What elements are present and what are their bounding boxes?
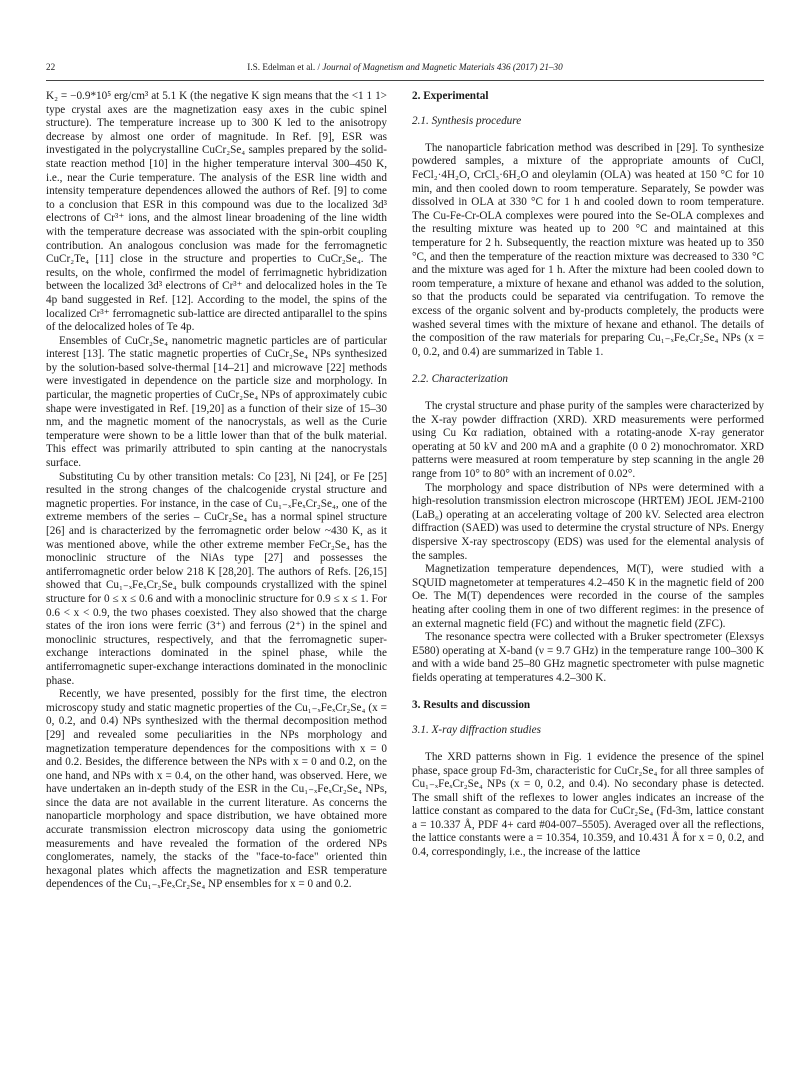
section-heading-results: 3. Results and discussion	[412, 699, 531, 712]
paragraph-xrd-results: The XRD patterns shown in Fig. 1 evidence the presence of the spinel phase, space group Fd-3m, characteristic for CuCr₂Se₄ for all three samples of Cu₁₋ₓFeₓCr₂Se₄ NPs (x = 0, 0.2, and 0.4). No secondary phase is detected. The small shift of the reflexes to lower angles indicates an increase of the lattice constant as compared to the data for CuCr₂Se₄ (Fd-3m, lattice constant a = 10.337 Å, PDF 4+ card #04-007–5505). Averaged over all the reflections, the lattice constants were a = 10.354, 10.359, and 10.431 Å for x = 0, 0.2, and 0.4, correspondingly, i.e., the increase of the lattice	[412, 750, 764, 859]
paragraph-ensembles: Ensembles of CuCr₂Se₄ nanometric magnetic particles are of particular interest [13]. The static magnetic properties of CuCr₂Se₄ NPs synthesized by the solution-based solve-thermal [14–21] and microwave [22] methods were investigated in dependence on the particle size and morphology. In particular, the magnetic properties of CuCr₂Se₄ NPs of approximately cubic shape were investigated in Ref. [19,20] as a function of their size of 15–30 nm, and the magnetic moment of the nanocrystals, as well as the Curie temperature were shown to be a little lower than that of the bulk material. This effect was primarily attributed to spin canting at the nanocrystals surface.	[46, 334, 387, 470]
paragraph-synthesis: The nanoparticle fabrication method was described in [29]. To synthesize powdered samples, a mixture of the appropriate amounts of CuCl, FeCl₂·4H₂O, CrCl₃·6H₂O and oleylamin (OLA) was heated at 150 °C for 10 min, and then cooled down to room temperature. Separately, Se powder was dissolved in OLA at 330 °C for 1 h and cooled down to room temperature. The Cu-Fe-Cr-OLA complexes were poured into the Se-OLA complexes and the resulting mixture was heated up to 200 °C and maintained at this temperature for 2 h. Subsequently, the reaction mixture was heated up to 350 °C, and then the temperature of the reaction mixture was decreased to 330 °C and the mixture was aged for 1 h. After the mixture had been cooled down to room temperature, a mixture of hexane and ethanol was added to the solution, so that the products could be separated via centrifugation. To remove the excess of the organic solvent and by-products completely, the products were washed several times with the mixture of hexane and ethanol. The details of the composition of the raw materials for preparing Cu₁₋ₓFeₓCr₂Se₄ NPs (x = 0, 0.2, and 0.4) are summarized in Table 1.	[412, 141, 764, 358]
right-column	[412, 90, 764, 860]
subsection-heading-synthesis: 2.1. Synthesis procedure	[412, 114, 522, 127]
paragraph-anisotropy: K₂ = −0.9*10⁵ erg/cm³ at 5.1 K (the negative K sign means that the <1 1 1> type crystal axes are the magnetization easy axes in the cubic spinel structure). The temperature increase up to 300 K led to the anisotropy decrease by almost one order of magnitude. In Ref. [9], ESR was investigated in the polycrystalline CuCr₂Se₄ samples prepared by the solid-state reaction method [10] in the higher temperature interval 300–450 K, i.e., near the Curie temperature. The analysis of the ESR line width and intensity temperature dependences allowed the authors of Ref. [9] to come to a conclusion that ESR in this compound was due to the localized 3d³ electrons of Cr³⁺ ions, and the almost linear broadening of the line width with the temperature decrease was associated with the spin-orbit coupling contribution. An analogous conclusion was made for the ferromagnetic CuCr₂Te₄ [11] close in the structure and properties to CuCr₂Se₄. The results, on the whole, confirmed the model of ferrimagnetic hybridization between the localized 3d³ electrons of Cr³⁺ and delocalized holes in the Te 4p band suggested in Ref. [12]. According to the model, the spins of the localized Cr³⁺ ferromagnetic sub-lattice are directed antiparallel to the spins of the delocalized holes of Te 4p.	[46, 90, 387, 334]
running-head: I.S. Edelman et al. / Journal of Magnetism and Magnetic Materials 436 (2017) 21–30	[247, 62, 563, 72]
paragraph-hrtem: The morphology and space distribution of NPs were determined with a high-resolution transmission electron microscope (HRTEM) JEOL JEM-2100 (LaB₆) operating at an accelerating voltage of 200 kV. Selected area electron diffraction (SAED) was used to determine the crystal structure of NPs. Energy dispersive X-ray spectroscopy (EDS) was used for the elemental analysis of the samples.	[412, 481, 764, 562]
page-number: 22	[46, 62, 56, 72]
left-column	[46, 90, 387, 892]
paragraph-magnetization: Magnetization temperature dependences, M(T), were studied with a SQUID magnetometer at temperatures 4.2–450 K in the magnetic field of 200 Oe. The M(T) dependences were recorded in the course of the samples heating after cooling them in one of two different regimes: in the presence of an external magnetic field (FC) and without the magnetic field (ZFC).	[412, 563, 764, 630]
header-rule	[46, 80, 764, 81]
running-head-journal: Journal of Magnetism and Magnetic Materials 436 (2017) 21–30	[322, 62, 563, 72]
running-head-authors: I.S. Edelman et al.	[247, 62, 316, 72]
running-header	[46, 62, 764, 76]
subsection-heading-xrd: 3.1. X-ray diffraction studies	[412, 723, 541, 736]
subsection-heading-characterization: 2.2. Characterization	[412, 372, 509, 385]
paragraph-xrd-method: The crystal structure and phase purity of the samples were characterized by the X-ray powder diffraction (XRD). XRD measurements were performed using Cu Kα radiation, obtained with a rotating-anode X-ray generator operating at 50 kV and 200 mA and a graphite (0 0 2) monochromator. XRD patterns were measured at room temperature by step scanning in the angle 2θ range from 10° to 80° with an increment of 0.02°.	[412, 400, 764, 481]
paragraph-resonance: The resonance spectra were collected with a Bruker spectrometer (Elexsys E580) operating at X-band (ν = 9.7 GHz) in the temperature range 100–300 K and with a wide band 25–80 GHz magnetic spectrometer with pulse magnetic fields operating at temperatures 4.2–300 K.	[412, 631, 764, 684]
paragraph-recent-work: Recently, we have presented, possibly for the first time, the electron microscopy study and static magnetic properties of the Cu₁₋ₓFeₓCr₂Se₄ (x = 0, 0.2, and 0.4) NPs synthesized with the thermal decomposition method [29] and revealed some peculiarities in the NPs morphology and magnetization temperature dependences for the compositions with x = 0 and 0.2. Besides, the difference between the NPs with x = 0 and 0.2, on the one hand, and NPs with x = 0.4, on the other hand, was observed. Here, we have undertaken an in-depth study of the ESR in the Cu₁₋ₓFeₓCr₂Se₄ NPs, since the data are not available in the current literature. As concerns the nanoparticle morphology and space distribution, we have obtained more accurate transmission electron microscopy data using the goniometric measurements and have revealed the formation of the ordered NPs conglomerates, namely, the stacks of the "face-to-face" oriented thin hexagonal plates which affects the magnetization and ESR temperature dependences of the Cu₁₋ₓFeₓCr₂Se₄ NP ensembles for x = 0 and 0.2.	[46, 688, 387, 891]
section-heading-experimental: 2. Experimental	[412, 90, 489, 102]
paragraph-substitution: Substituting Cu by other transition metals: Co [23], Ni [24], or Fe [25] resulted in the strong changes of the chalcogenide crystal structure and magnetic properties. For instance, in the case of Cu₁₋ₓFeₓCr₂Se₄, one of the extreme members of the series – CuCr₂Se₄ has a normal spinel structure [26] and is characterized by the ferromagnetic order below ~430 K, as it was mentioned above, while the other extreme member FeCr₂Se₄ has the monoclinic structure of the NiAs type [27] and possesses the antiferromagnetic order below 218 K [28,20]. The authors of Refs. [26,15] showed that Cu₁₋ₓFeₓCr₂Se₄ bulk compounds crystallized with the spinel structure for 0 ≤ x ≤ 0.6 and with a monoclinic structure for 0.9 ≤ x ≤ 1. For 0.6 < x < 0.9, the two phases coexisted. They also showed that the charge states of the iron ions were ferric (3⁺) and ferrous (2⁺) in the spinel and monoclinic structures, respectively, and that the ferromagnetic super-exchange interactions dominated in the spinel phase, while the antiferromagnetic super-exchange interactions dominated in the monoclinic phase.	[46, 470, 387, 687]
